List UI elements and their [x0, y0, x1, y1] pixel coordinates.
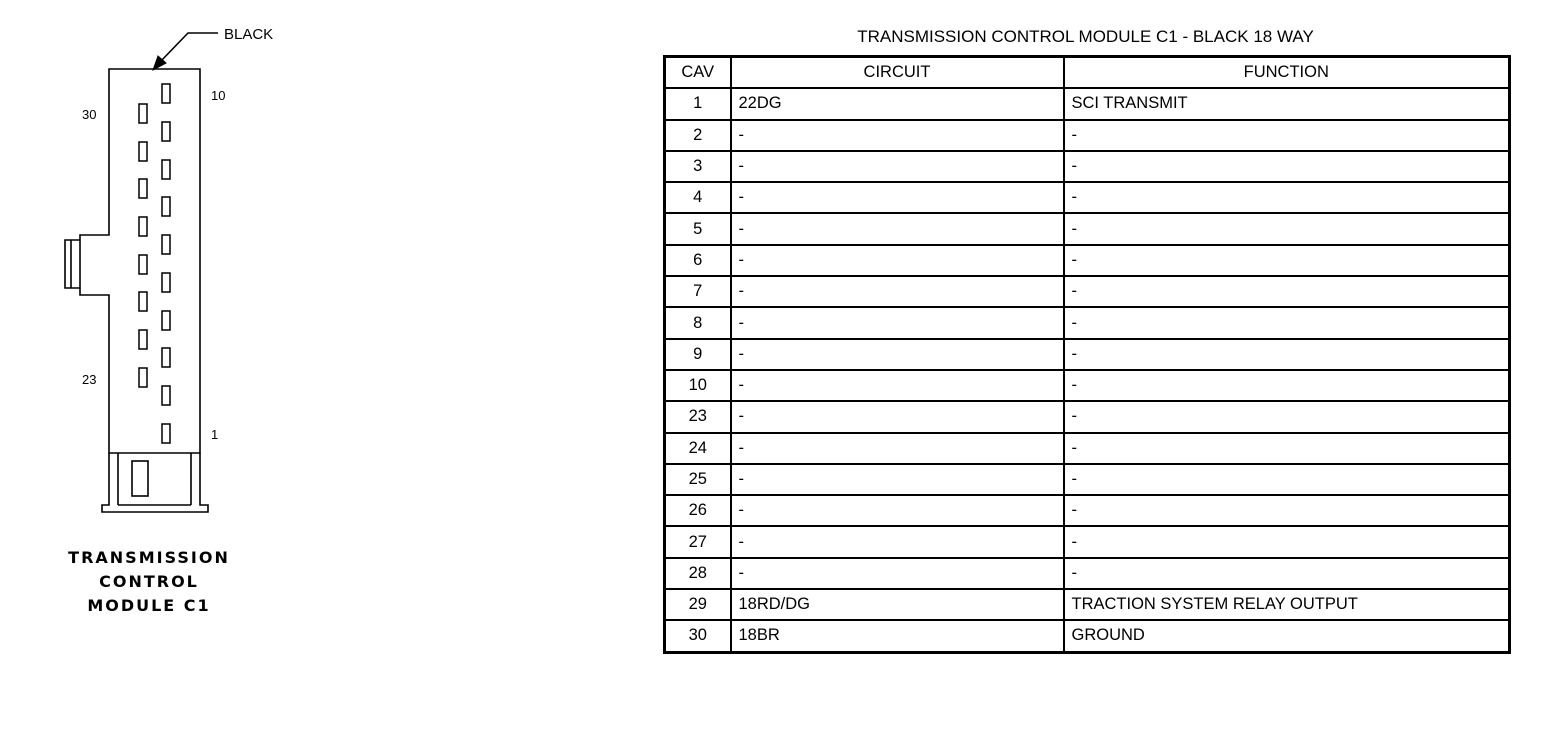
function-cell: -: [1064, 307, 1510, 338]
function-cell: -: [1064, 558, 1510, 589]
table-row: [665, 213, 1510, 244]
function-cell: -: [1064, 182, 1510, 213]
terminal-cavity: [139, 330, 147, 349]
function-cell: -: [1064, 464, 1510, 495]
circuit-cell: -: [731, 401, 1064, 432]
circuit-cell: -: [731, 558, 1064, 589]
connector-diagram: [0, 0, 560, 736]
function-cell: TRACTION SYSTEM RELAY OUTPUT: [1064, 589, 1510, 620]
table-row: [665, 526, 1510, 557]
table-row: [665, 558, 1510, 589]
table-row: [665, 589, 1510, 620]
terminal-cavity: [139, 104, 147, 123]
header-circuit: CIRCUIT: [731, 57, 1064, 89]
circuit-cell: -: [731, 120, 1064, 151]
terminal-cavity: [162, 84, 170, 103]
callout-leader: [160, 33, 218, 62]
table-title: TRANSMISSION CONTROL MODULE C1 - BLACK 18 WAY: [857, 27, 1314, 46]
table-row: [665, 120, 1510, 151]
pin-label-1: 1: [211, 427, 219, 442]
pin-label-23: 23: [82, 372, 97, 387]
cav-cell: 4: [665, 182, 731, 213]
header-function: FUNCTION: [1064, 57, 1510, 89]
cav-cell: 5: [665, 213, 731, 244]
terminal-cavity: [162, 160, 170, 179]
terminal-cavity: [139, 179, 147, 198]
function-cell: -: [1064, 433, 1510, 464]
circuit-cell: -: [731, 182, 1064, 213]
cav-cell: 23: [665, 401, 731, 432]
circuit-cell: -: [731, 464, 1064, 495]
terminal-cavity: [162, 122, 170, 141]
circuit-cell: -: [731, 151, 1064, 182]
connector-title-line: TRANSMISSION: [68, 548, 230, 567]
circuit-cell: -: [731, 433, 1064, 464]
color-callout-label: BLACK: [224, 26, 274, 43]
circuit-cell: -: [731, 495, 1064, 526]
circuit-cell: -: [731, 213, 1064, 244]
bottom-slot: [132, 461, 148, 496]
circuit-cell: -: [731, 307, 1064, 338]
circuit-cell: -: [731, 245, 1064, 276]
pinout-table: [663, 55, 1511, 654]
table-row: [665, 620, 1510, 652]
table-row: [665, 151, 1510, 182]
table-row: [665, 495, 1510, 526]
connector-title-line: CONTROL: [99, 572, 199, 591]
table-row: [665, 182, 1510, 213]
cav-cell: 8: [665, 307, 731, 338]
pin-label-10: 10: [211, 88, 226, 103]
function-cell: -: [1064, 401, 1510, 432]
terminal-cavity: [139, 368, 147, 387]
cav-cell: 6: [665, 245, 731, 276]
table-row: [665, 276, 1510, 307]
cav-cell: 26: [665, 495, 731, 526]
circuit-cell: 18BR: [731, 620, 1064, 652]
circuit-cell: -: [731, 526, 1064, 557]
function-cell: -: [1064, 245, 1510, 276]
header-cav: CAV: [665, 57, 731, 89]
table-row: [665, 339, 1510, 370]
terminal-cavity: [162, 311, 170, 330]
cav-cell: 7: [665, 276, 731, 307]
terminal-cavity: [139, 142, 147, 161]
side-latch: [65, 240, 80, 288]
function-cell: -: [1064, 339, 1510, 370]
table-row: [665, 370, 1510, 401]
cav-cell: 29: [665, 589, 731, 620]
cav-cell: 10: [665, 370, 731, 401]
function-cell: -: [1064, 213, 1510, 244]
circuit-cell: 18RD/DG: [731, 589, 1064, 620]
circuit-cell: 22DG: [731, 88, 1064, 119]
table-row: [665, 307, 1510, 338]
cav-cell: 2: [665, 120, 731, 151]
bottom-housing: [102, 453, 208, 512]
function-cell: -: [1064, 276, 1510, 307]
circuit-cell: -: [731, 276, 1064, 307]
table-row: [665, 88, 1510, 119]
function-cell: -: [1064, 495, 1510, 526]
connector-title: [44, 546, 254, 618]
terminal-cavity: [162, 424, 170, 443]
terminal-cavity: [139, 217, 147, 236]
table-row: [665, 433, 1510, 464]
function-cell: -: [1064, 526, 1510, 557]
cav-cell: 24: [665, 433, 731, 464]
terminal-cavity: [162, 197, 170, 216]
terminal-cavity: [139, 255, 147, 274]
cav-cell: 25: [665, 464, 731, 495]
table-row: [665, 464, 1510, 495]
function-cell: GROUND: [1064, 620, 1510, 652]
cav-cell: 1: [665, 88, 731, 119]
terminal-cavity: [139, 292, 147, 311]
cav-cell: 3: [665, 151, 731, 182]
function-cell: -: [1064, 370, 1510, 401]
terminal-cavity: [162, 235, 170, 254]
terminal-cavity: [162, 273, 170, 292]
function-cell: -: [1064, 151, 1510, 182]
cav-cell: 28: [665, 558, 731, 589]
cav-cell: 30: [665, 620, 731, 652]
circuit-cell: -: [731, 370, 1064, 401]
circuit-cell: -: [731, 339, 1064, 370]
table-row: [665, 245, 1510, 276]
terminal-cavity: [162, 348, 170, 367]
function-cell: SCI TRANSMIT: [1064, 88, 1510, 119]
table-row: [665, 401, 1510, 432]
cav-cell: 9: [665, 339, 731, 370]
connector-title-line: MODULE C1: [87, 596, 211, 615]
table-header-row: [665, 57, 1510, 89]
pin-label-30: 30: [82, 107, 97, 122]
function-cell: -: [1064, 120, 1510, 151]
terminal-cavity: [162, 386, 170, 405]
cav-cell: 27: [665, 526, 731, 557]
